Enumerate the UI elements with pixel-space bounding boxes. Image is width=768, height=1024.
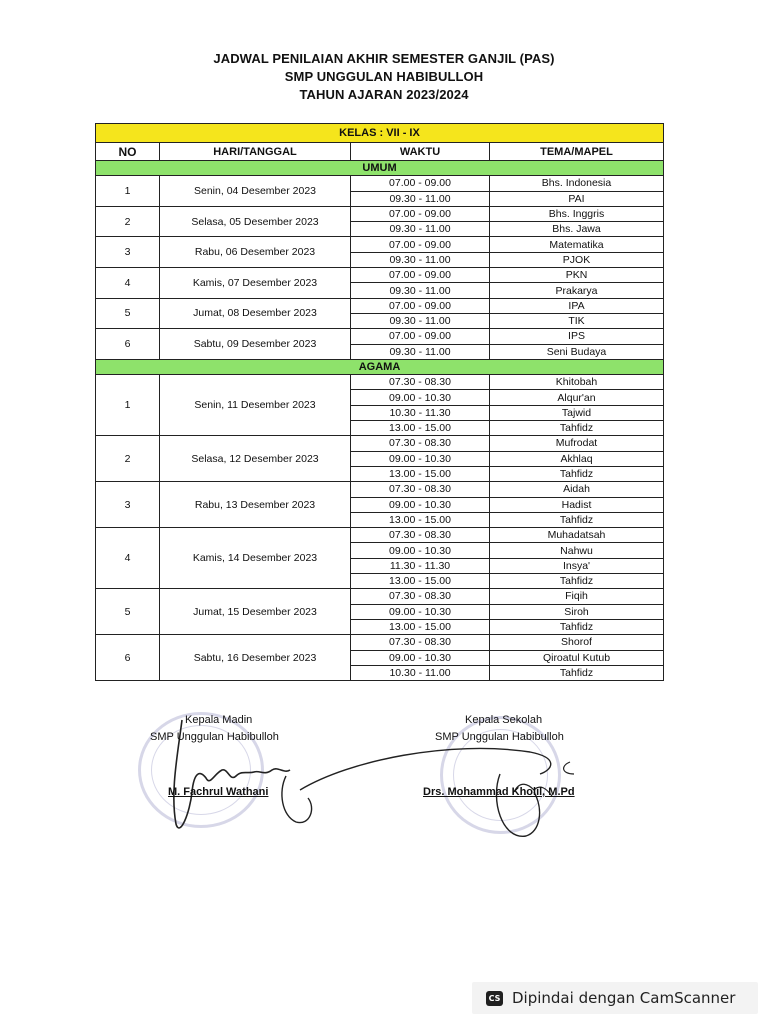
- session-time: 07.30 - 08.30: [351, 436, 490, 451]
- session-time: 07.00 - 09.00: [351, 206, 490, 221]
- section-row: [96, 359, 664, 374]
- session-time: 13.00 - 15.00: [351, 512, 490, 527]
- day-date: Selasa, 12 Desember 2023: [160, 436, 351, 482]
- camscanner-icon: CS: [486, 991, 503, 1006]
- table-row: [96, 482, 664, 497]
- session-subject: Hadist: [490, 497, 664, 512]
- camscanner-text: Dipindai dengan CamScanner: [512, 989, 736, 1007]
- day-date: Senin, 04 Desember 2023: [160, 176, 351, 207]
- session-subject: Muhadatsah: [490, 528, 664, 543]
- session-subject: IPA: [490, 298, 664, 313]
- session-time: 07.00 - 09.00: [351, 298, 490, 313]
- session-subject: Tahfidz: [490, 466, 664, 481]
- day-date: Sabtu, 09 Desember 2023: [160, 329, 351, 360]
- schedule-body: [96, 161, 664, 681]
- session-subject: TIK: [490, 313, 664, 328]
- session-time: 09.00 - 10.30: [351, 650, 490, 665]
- kelas-row: [96, 124, 664, 143]
- kelas-label: KELAS : VII - IX: [96, 124, 664, 143]
- session-subject: Fiqih: [490, 589, 664, 604]
- session-subject: Bhs. Indonesia: [490, 176, 664, 191]
- day-number: 1: [96, 176, 160, 207]
- session-subject: Tahfidz: [490, 574, 664, 589]
- schedule-table: [95, 123, 664, 681]
- day-number: 4: [96, 268, 160, 299]
- day-date: Rabu, 06 Desember 2023: [160, 237, 351, 268]
- day-number: 6: [96, 635, 160, 681]
- signature-left-institution: SMP Unggulan Habibulloh: [150, 731, 279, 743]
- session-time: 07.00 - 09.00: [351, 268, 490, 283]
- column-header-time: WAKTU: [351, 143, 490, 161]
- session-time: 09.00 - 10.30: [351, 497, 490, 512]
- session-subject: Shorof: [490, 635, 664, 650]
- title-line-2: SMP UNGGULAN HABIBULLOH: [284, 69, 484, 84]
- day-date: Jumat, 08 Desember 2023: [160, 298, 351, 329]
- session-subject: Qiroatul Kutub: [490, 650, 664, 665]
- table-row: [96, 268, 664, 283]
- day-date: Kamis, 14 Desember 2023: [160, 528, 351, 589]
- session-time: 07.30 - 08.30: [351, 482, 490, 497]
- column-header-date: HARI/TANGGAL: [160, 143, 351, 161]
- day-number: 5: [96, 298, 160, 329]
- session-time: 10.30 - 11.30: [351, 405, 490, 420]
- signature-right-institution: SMP Unggulan Habibulloh: [435, 731, 564, 743]
- column-header-row: [96, 143, 664, 161]
- session-subject: Tahfidz: [490, 619, 664, 634]
- table-row: [96, 436, 664, 451]
- table-row: [96, 237, 664, 252]
- title-line-1: JADWAL PENILAIAN AKHIR SEMESTER GANJIL (PAS): [213, 51, 555, 66]
- session-time: 13.00 - 15.00: [351, 574, 490, 589]
- day-number: 2: [96, 436, 160, 482]
- document-header: [0, 50, 768, 104]
- session-time: 09.00 - 10.30: [351, 390, 490, 405]
- signature-block-right: [420, 712, 575, 801]
- session-subject: IPS: [490, 329, 664, 344]
- session-time: 13.00 - 15.00: [351, 466, 490, 481]
- session-subject: Seni Budaya: [490, 344, 664, 359]
- session-time: 10.30 - 11.00: [351, 665, 490, 680]
- column-header-subject: TEMA/MAPEL: [490, 143, 664, 161]
- session-subject: Alqur'an: [490, 390, 664, 405]
- session-subject: Tahfidz: [490, 421, 664, 436]
- session-subject: Prakarya: [490, 283, 664, 298]
- signature-left-name: M. Fachrul Wathani: [168, 786, 269, 798]
- day-number: 1: [96, 375, 160, 436]
- session-time: 09.30 - 11.00: [351, 344, 490, 359]
- session-time: 07.30 - 08.30: [351, 528, 490, 543]
- table-row: [96, 528, 664, 543]
- session-subject: Mufrodat: [490, 436, 664, 451]
- session-subject: PAI: [490, 191, 664, 206]
- session-time: 07.30 - 08.30: [351, 375, 490, 390]
- session-time: 11.30 - 11.30: [351, 558, 490, 573]
- table-row: [96, 329, 664, 344]
- section-label: AGAMA: [96, 359, 664, 374]
- session-time: 09.30 - 11.00: [351, 222, 490, 237]
- table-row: [96, 176, 664, 191]
- table-row: [96, 635, 664, 650]
- session-subject: Tahfidz: [490, 512, 664, 527]
- session-subject: Akhlaq: [490, 451, 664, 466]
- day-date: Sabtu, 16 Desember 2023: [160, 635, 351, 681]
- session-subject: Aidah: [490, 482, 664, 497]
- session-time: 09.00 - 10.30: [351, 543, 490, 558]
- day-date: Senin, 11 Desember 2023: [160, 375, 351, 436]
- camscanner-badge: [472, 982, 758, 1014]
- session-time: 09.30 - 11.00: [351, 191, 490, 206]
- session-subject: Matematika: [490, 237, 664, 252]
- session-subject: PJOK: [490, 252, 664, 267]
- session-time: 07.30 - 08.30: [351, 589, 490, 604]
- session-time: 09.00 - 10.30: [351, 604, 490, 619]
- signature-block-left: [150, 712, 279, 801]
- session-subject: Siroh: [490, 604, 664, 619]
- session-time: 09.30 - 11.00: [351, 283, 490, 298]
- day-number: 3: [96, 482, 160, 528]
- session-subject: Bhs. Inggris: [490, 206, 664, 221]
- section-row: [96, 161, 664, 176]
- section-label: UMUM: [96, 161, 664, 176]
- session-time: 13.00 - 15.00: [351, 619, 490, 634]
- session-time: 09.00 - 10.30: [351, 451, 490, 466]
- day-date: Selasa, 05 Desember 2023: [160, 206, 351, 237]
- session-time: 07.00 - 09.00: [351, 176, 490, 191]
- day-number: 6: [96, 329, 160, 360]
- day-number: 4: [96, 528, 160, 589]
- session-time: 07.00 - 09.00: [351, 237, 490, 252]
- signature-right-role: Kepala Sekolah: [465, 714, 543, 726]
- session-subject: Tahfidz: [490, 665, 664, 680]
- day-number: 2: [96, 206, 160, 237]
- day-number: 3: [96, 237, 160, 268]
- day-date: Rabu, 13 Desember 2023: [160, 482, 351, 528]
- day-number: 5: [96, 589, 160, 635]
- table-row: [96, 298, 664, 313]
- signature-left-role: Kepala Madin: [185, 714, 253, 726]
- title-line-3: TAHUN AJARAN 2023/2024: [299, 87, 469, 102]
- session-time: 09.30 - 11.00: [351, 313, 490, 328]
- session-subject: Khitobah: [490, 375, 664, 390]
- table-row: [96, 589, 664, 604]
- session-subject: Tajwid: [490, 405, 664, 420]
- session-time: 07.00 - 09.00: [351, 329, 490, 344]
- session-subject: PKN: [490, 268, 664, 283]
- session-time: 07.30 - 08.30: [351, 635, 490, 650]
- session-time: 13.00 - 15.00: [351, 421, 490, 436]
- session-time: 09.30 - 11.00: [351, 252, 490, 267]
- table-row: [96, 375, 664, 390]
- session-subject: Nahwu: [490, 543, 664, 558]
- session-subject: Insya': [490, 558, 664, 573]
- signature-right-name: Drs. Mohammad Kholil, M.Pd: [423, 786, 575, 798]
- session-subject: Bhs. Jawa: [490, 222, 664, 237]
- day-date: Jumat, 15 Desember 2023: [160, 589, 351, 635]
- table-row: [96, 206, 664, 221]
- day-date: Kamis, 07 Desember 2023: [160, 268, 351, 299]
- column-header-no: NO: [96, 143, 160, 161]
